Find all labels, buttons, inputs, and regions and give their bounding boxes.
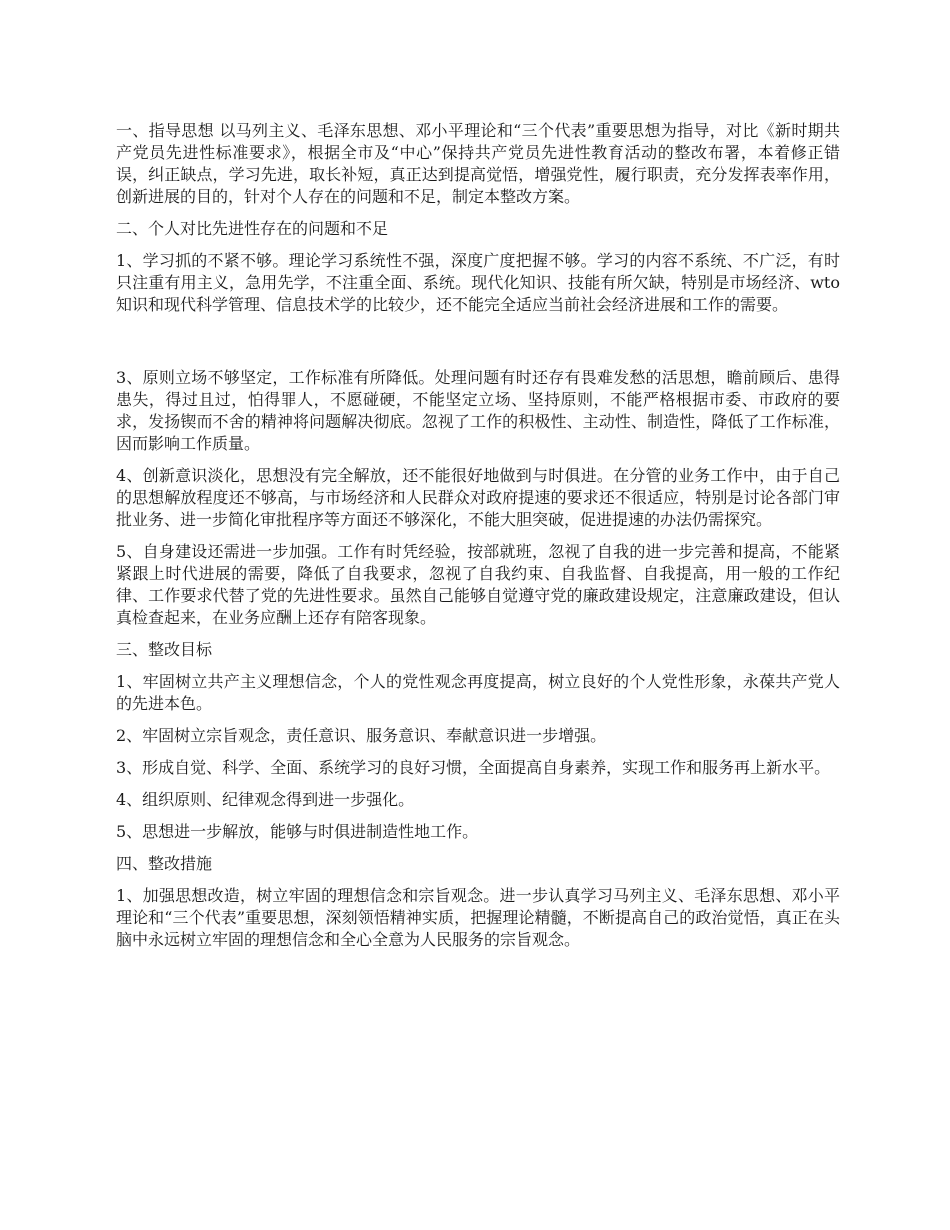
heading-measures: 四、整改措施 [116, 854, 213, 873]
paragraph-goal-4: 4、组织原则、纪律观念得到进一步强化。 [116, 790, 415, 809]
paragraph-problem-3: 3、原则立场不够坚定，工作标准有所降低。处理问题有时还存有畏难发愁的活思想，瞻前顾后、患得患失，得过且过，怕得罪人，不愿碰硬，不能坚定立场、坚持原则，不能严格根据市委、市政府的要求，发扬锲而不舍的精神将问题解决彻底。忽视了工作的积极性、主动性、制造性，降低了工作标准，因而影响工作质量。 [116, 368, 840, 453]
paragraph-goal-5: 5、思想进一步解放，能够与时俱进制造性地工作。 [116, 822, 479, 841]
heading-goals: 三、整改目标 [116, 640, 213, 659]
paragraph-problem-5: 5、自身建设还需进一步加强。工作有时凭经验，按部就班，忽视了自我的进一步完善和提高，不能紧紧跟上时代进展的需要，降低了自我要求，忽视了自我约束、自我监督、自我提高，用一般的工作纪律、工作要求代替了党的先进性要求。虽然自己能够自觉遵守党的廉政建设规定，注意廉政建设，但认真检查起来，在业务应酬上还存有陪客现象。 [116, 542, 840, 627]
paragraph-goal-1: 1、牢固树立共产主义理想信念，个人的党性观念再度提高，树立良好的个人党性形象，永葆共产党人的先进本色。 [116, 672, 840, 713]
paragraph-problem-4: 4、创新意识淡化，思想没有完全解放，还不能很好地做到与时俱进。在分管的业务工作中，由于自己的思想解放程度还不够高，与市场经济和人民群众对政府提速的要求还不很适应，特别是讨论各部门审批业务、进一步简化审批程序等方面还不够深化，不能大胆突破，促进提速的办法仍需探究。 [116, 466, 840, 529]
paragraph-goal-2: 2、牢固树立宗旨观念，责任意识、服务意识、奉献意识进一步增强。 [116, 726, 607, 745]
paragraph-goal-3: 3、形成自觉、科学、全面、系统学习的良好习惯，全面提高自身素养，实现工作和服务再上新水平。 [116, 758, 831, 777]
paragraph-guiding-ideology: 一、指导思想 以马列主义、毛泽东思想、邓小平理论和“三个代表”重要思想为指导，对比《新时期共产党员先进性标准要求》，根据全市及“中心”保持共产党员先进性教育活动的整改布署，本着修正错误，纠正缺点，学习先进，取长补短，真正达到提高觉悟，增强党性，履行职责，充分发挥表率作用，创新进展的目的，针对个人存在的问题和不足，制定本整改方案。 [116, 121, 840, 206]
paragraph-problem-1: 1、学习抓的不紧不够。理论学习系统性不强，深度广度把握不够。学习的内容不系统、不广泛，有时只注重有用主义，急用先学，不注重全面、系统。现代化知识、技能有所欠缺，特别是市场经济、wto知识和现代科学管理、信息技术学的比较少，还不能完全适应当前社会经济进展和工作的需要。 [116, 251, 840, 314]
paragraph-measure-1: 1、加强思想改造，树立牢固的理想信念和宗旨观念。进一步认真学习马列主义、毛泽东思想、邓小平理论和“三个代表”重要思想，深刻领悟精神实质，把握理论精髓，不断提高自己的政治觉悟，真正在头脑中永远树立牢固的理想信念和全心全意为人民服务的宗旨观念。 [116, 886, 840, 949]
heading-problems: 二、个人对比先进性存在的问题和不足 [116, 219, 389, 238]
document-body [116, 120, 840, 961]
